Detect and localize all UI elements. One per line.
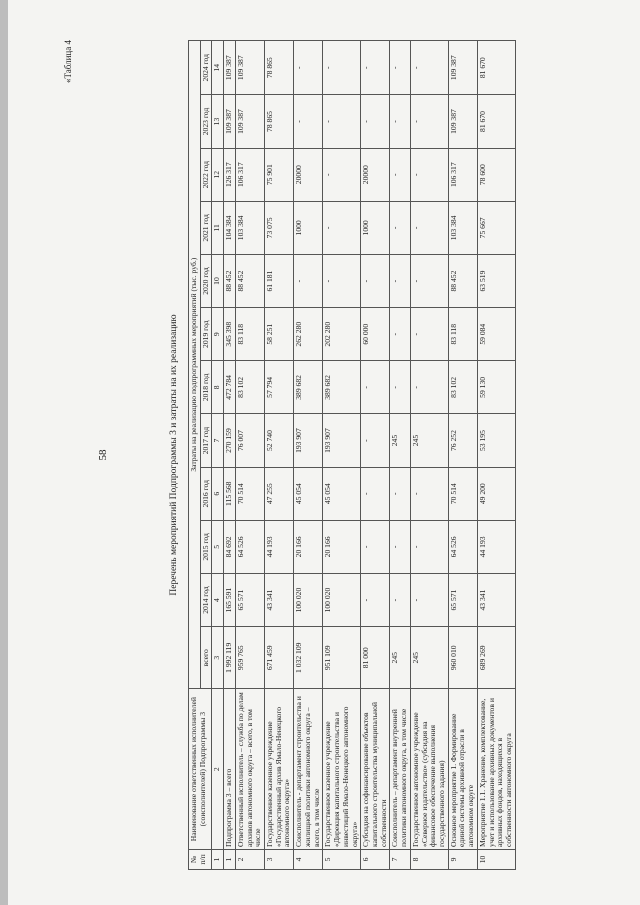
row-year-value: 75 667: [477, 201, 515, 254]
row-year-value: -: [361, 41, 390, 95]
row-year-value: 81 670: [477, 95, 515, 148]
row-year-value: 47 255: [265, 467, 294, 520]
row-year-value: 472 784: [224, 361, 236, 414]
row-year-value: -: [410, 520, 448, 573]
row-year-value: 245: [390, 414, 410, 467]
row-name: Мероприятие 1.1. Хранение, комплектование, учет и использование архивных документов и архивных фондов, находящихся в собственности автономного округа: [477, 689, 515, 850]
row-year-value: 1000: [294, 201, 323, 254]
header-no: № п/п: [189, 849, 212, 869]
row-year-value: -: [390, 254, 410, 307]
row-year-value: 389 682: [323, 361, 361, 414]
header-year: 2023 год: [200, 95, 212, 148]
row-year-value: 60 000: [361, 308, 390, 361]
row-year-value: -: [410, 361, 448, 414]
row-year-value: -: [361, 254, 390, 307]
row-year-value: -: [410, 254, 448, 307]
row-year-value: 61 181: [265, 254, 294, 307]
row-year-value: 78 865: [265, 41, 294, 95]
row-number: 7: [390, 849, 410, 869]
table-row: [477, 41, 515, 870]
row-year-value: 64 526: [448, 520, 477, 573]
row-year-value: 20 166: [323, 520, 361, 573]
row-year-value: 45 054: [323, 467, 361, 520]
header-year: 2014 год: [200, 573, 212, 626]
row-year-value: 64 526: [235, 520, 264, 573]
row-year-value: 52 740: [265, 414, 294, 467]
row-year-value: 165 591: [224, 573, 236, 626]
column-number: 13: [212, 95, 224, 148]
row-year-value: 100 020: [294, 573, 323, 626]
column-number: 7: [212, 414, 224, 467]
column-number: 3: [212, 627, 224, 689]
row-total: 245: [410, 627, 448, 689]
row-year-value: 59 084: [477, 308, 515, 361]
row-year-value: -: [390, 41, 410, 95]
row-year-value: 104 384: [224, 201, 236, 254]
row-year-value: -: [323, 201, 361, 254]
rotated-content: [63, 40, 623, 870]
row-year-value: 43 341: [265, 573, 294, 626]
table-row: [390, 41, 410, 870]
column-number: 8: [212, 361, 224, 414]
row-year-value: 109 387: [235, 41, 264, 95]
row-year-value: 83 118: [448, 308, 477, 361]
row-year-value: -: [294, 41, 323, 95]
row-year-value: 44 193: [477, 520, 515, 573]
row-year-value: 45 054: [294, 467, 323, 520]
row-year-value: 83 102: [235, 361, 264, 414]
row-number: 2: [235, 849, 264, 869]
page-number: 58: [97, 449, 109, 461]
row-number: 3: [265, 849, 294, 869]
row-year-value: 193 907: [323, 414, 361, 467]
header-total: всего: [200, 627, 212, 689]
row-total: 671 459: [265, 627, 294, 689]
row-total: 81 000: [361, 627, 390, 689]
row-year-value: 109 387: [448, 41, 477, 95]
row-name: Субсидия на софинансирование объектов капитального строительства муниципальной собственности: [361, 689, 390, 850]
header-year: 2018 год: [200, 361, 212, 414]
measures-table: [188, 40, 516, 870]
row-year-value: 20000: [361, 148, 390, 201]
row-number: 10: [477, 849, 515, 869]
row-year-value: 88 452: [224, 254, 236, 307]
row-total: 960 010: [448, 627, 477, 689]
row-year-value: 103 384: [448, 201, 477, 254]
row-year-value: -: [323, 41, 361, 95]
row-year-value: 100 020: [323, 573, 361, 626]
header-year: 2021 год: [200, 201, 212, 254]
row-year-value: 88 452: [448, 254, 477, 307]
row-year-value: 109 387: [448, 95, 477, 148]
row-year-value: 109 387: [224, 95, 236, 148]
header-year: 2022 год: [200, 148, 212, 201]
table-row: [323, 41, 361, 870]
row-year-value: -: [294, 254, 323, 307]
row-year-value: -: [361, 414, 390, 467]
table-row: [224, 41, 236, 870]
row-year-value: 20000: [294, 148, 323, 201]
row-year-value: 75 901: [265, 148, 294, 201]
row-year-value: 345 398: [224, 308, 236, 361]
column-number: 12: [212, 148, 224, 201]
table-label: «Таблица 4: [63, 40, 73, 83]
row-year-value: 58 251: [265, 308, 294, 361]
document-page: [8, 0, 640, 905]
row-year-value: -: [361, 573, 390, 626]
header-year: 2015 год: [200, 520, 212, 573]
row-year-value: -: [390, 573, 410, 626]
row-year-value: 73 075: [265, 201, 294, 254]
row-year-value: 270 159: [224, 414, 236, 467]
row-year-value: -: [323, 95, 361, 148]
row-number: 6: [361, 849, 390, 869]
row-name: Государственное автономное учреждение «Северное издательство» (субсидия на финансовое обеспечение выполнения государственного задания): [410, 689, 448, 850]
row-number: 4: [294, 849, 323, 869]
row-year-value: -: [390, 95, 410, 148]
row-year-value: 262 280: [294, 308, 323, 361]
table-row: [361, 41, 390, 870]
row-year-value: 1000: [361, 201, 390, 254]
row-year-value: -: [410, 148, 448, 201]
row-year-value: 49 200: [477, 467, 515, 520]
column-number: 5: [212, 520, 224, 573]
column-number: 4: [212, 573, 224, 626]
row-year-value: 65 571: [235, 573, 264, 626]
row-year-value: -: [410, 308, 448, 361]
column-number: 11: [212, 201, 224, 254]
row-year-value: -: [390, 467, 410, 520]
row-year-value: 78 600: [477, 148, 515, 201]
row-year-value: -: [390, 201, 410, 254]
row-year-value: 106 317: [448, 148, 477, 201]
row-year-value: 193 907: [294, 414, 323, 467]
column-number: 9: [212, 308, 224, 361]
header-year: 2017 год: [200, 414, 212, 467]
row-name: Основное мероприятие 1. Формирование единой системы архивной отрасли в автономном округе: [448, 689, 477, 850]
row-year-value: 20 166: [294, 520, 323, 573]
table-caption: Перечень мероприятий Подпрограммы 3 и затраты на их реализацию: [169, 314, 179, 596]
row-total: 1 032 109: [294, 627, 323, 689]
row-year-value: -: [390, 148, 410, 201]
row-year-value: -: [361, 95, 390, 148]
row-year-value: 83 102: [448, 361, 477, 414]
row-year-value: -: [410, 95, 448, 148]
row-number: 1: [224, 849, 236, 869]
row-year-value: 103 384: [235, 201, 264, 254]
row-total: 245: [390, 627, 410, 689]
column-number: 14: [212, 41, 224, 95]
row-year-value: 63 519: [477, 254, 515, 307]
row-year-value: -: [361, 361, 390, 414]
row-year-value: 78 865: [265, 95, 294, 148]
row-year-value: 202 280: [323, 308, 361, 361]
row-total: 1 992 119: [224, 627, 236, 689]
row-name: Ответственный исполнитель – служба по делам архивов автономного округа – всего, в том числе: [235, 689, 264, 850]
row-number: 9: [448, 849, 477, 869]
row-year-value: 53 195: [477, 414, 515, 467]
header-year: 2016 год: [200, 467, 212, 520]
row-name: Подпрограмма 3 – всего: [224, 689, 236, 850]
row-year-value: 109 387: [224, 41, 236, 95]
row-year-value: 389 682: [294, 361, 323, 414]
table-row: [265, 41, 294, 870]
row-year-value: 43 341: [477, 573, 515, 626]
column-number: 6: [212, 467, 224, 520]
table-row: [410, 41, 448, 870]
header-costs: Затраты на реализацию подпрограммных мероприятий (тыс. руб.): [189, 41, 201, 689]
row-year-value: -: [390, 308, 410, 361]
row-number: 8: [410, 849, 448, 869]
row-year-value: -: [390, 361, 410, 414]
row-year-value: 70 514: [235, 467, 264, 520]
row-year-value: 115 568: [224, 467, 236, 520]
row-number: 5: [323, 849, 361, 869]
row-name: Государственное казенное учреждение «Государственный архив Ямало-Ненецкого автономного округа»: [265, 689, 294, 850]
row-year-value: -: [410, 201, 448, 254]
row-year-value: 81 670: [477, 41, 515, 95]
row-year-value: -: [410, 573, 448, 626]
row-year-value: 84 692: [224, 520, 236, 573]
row-year-value: -: [410, 467, 448, 520]
row-year-value: -: [390, 520, 410, 573]
row-year-value: -: [410, 41, 448, 95]
row-total: 951 109: [323, 627, 361, 689]
row-year-value: 83 118: [235, 308, 264, 361]
row-year-value: -: [323, 148, 361, 201]
row-name: Государственное казенное учреждение «Дирекция капитального строительства и инвестиций Ямало-Ненецкого автономного округа»: [323, 689, 361, 850]
row-year-value: 245: [410, 414, 448, 467]
row-year-value: 76 007: [235, 414, 264, 467]
row-year-value: 76 252: [448, 414, 477, 467]
row-year-value: 88 452: [235, 254, 264, 307]
row-year-value: 70 514: [448, 467, 477, 520]
row-name: Соисполнитель - департамент строительства и жилищной политики автономного округа – всего, в том числе: [294, 689, 323, 850]
row-name: Соисполнитель – департамент внутренней политики автономного округа, в том числе: [390, 689, 410, 850]
column-number: 1: [212, 849, 224, 869]
column-number: 10: [212, 254, 224, 307]
row-total: 959 765: [235, 627, 264, 689]
header-year: 2020 год: [200, 254, 212, 307]
row-year-value: -: [361, 520, 390, 573]
header-year: 2024 год: [200, 41, 212, 95]
row-year-value: 65 571: [448, 573, 477, 626]
row-year-value: -: [361, 467, 390, 520]
row-year-value: 44 193: [265, 520, 294, 573]
table-row: [448, 41, 477, 870]
column-number: 2: [212, 689, 224, 850]
row-year-value: -: [323, 254, 361, 307]
row-year-value: -: [294, 95, 323, 148]
row-year-value: 59 130: [477, 361, 515, 414]
table-row: [294, 41, 323, 870]
row-total: 689 269: [477, 627, 515, 689]
header-name: Наименование ответственных исполнителей (соисполнителей) Подпрограммы 3: [189, 689, 212, 850]
table-row: [235, 41, 264, 870]
row-year-value: 57 794: [265, 361, 294, 414]
header-year: 2019 год: [200, 308, 212, 361]
row-year-value: 106 317: [235, 148, 264, 201]
row-year-value: 109 387: [235, 95, 264, 148]
row-year-value: 126 317: [224, 148, 236, 201]
